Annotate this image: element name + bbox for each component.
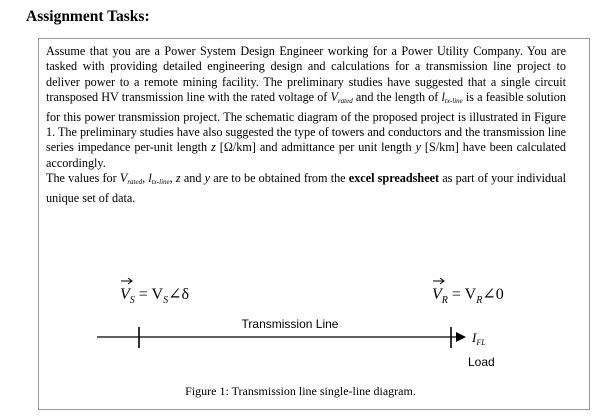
y-symbol-2: y <box>204 171 211 186</box>
load-arrow-icon <box>456 332 466 342</box>
figure-caption: Figure 1: Transmission line single-line diagram. <box>185 384 416 398</box>
y-symbol: y <box>415 140 421 155</box>
transmission-line-label: Transmission Line <box>241 317 339 331</box>
paragraph-1: Assume that you are a Power System Design Engineer working for a Power Utility Company. You are tasked with providing detailed engineering design and calculations for a transmission line project to deliver power to a remote mining facility. The preliminary studies have suggested that a single circuit transposed HV transmission line with the rated voltage of $V_{rated}$ and the length of $l_{tx-line}$ is a feasible solution for this power transmission project. The schematic diagram of the proposed project is illustrated in Figure 1. The preliminary studies have also suggested the type of towers and conductors and the transmission line series impedance per-unit length z [Ω/km] and admittance per unit length y [S/km] have been calculated accordingly. <box>46 44 567 170</box>
full-load-current-label: $I_{FL}$ <box>472 330 486 347</box>
excel-spreadsheet-ref: excel spreadsheet <box>348 171 440 186</box>
paragraph-2: The values for $V_{rated}$, $l_{tx-line}$, z and y are to be obtained from the excel spreadsheet as part of your individual unique set of data. <box>46 171 567 205</box>
l-line-symbol-2: $l_{tx-line}$ <box>148 171 170 187</box>
z-symbol-2: z <box>175 171 181 186</box>
section-heading: Assignment Tasks: <box>26 8 150 25</box>
receiving-voltage-label: $V_R$ = $V_R\angle 0$ <box>432 286 504 306</box>
v-rated-symbol: $V_{rated}$ <box>330 90 353 106</box>
load-label: Load <box>468 355 495 369</box>
sending-voltage-label: $V_S$ = $V_S\angle\delta$ <box>120 286 190 306</box>
l-line-symbol: $l_{tx-line}$ <box>441 90 463 106</box>
v-rated-symbol-2: $V_{rated}$ <box>119 171 143 187</box>
z-symbol: z <box>211 140 216 155</box>
